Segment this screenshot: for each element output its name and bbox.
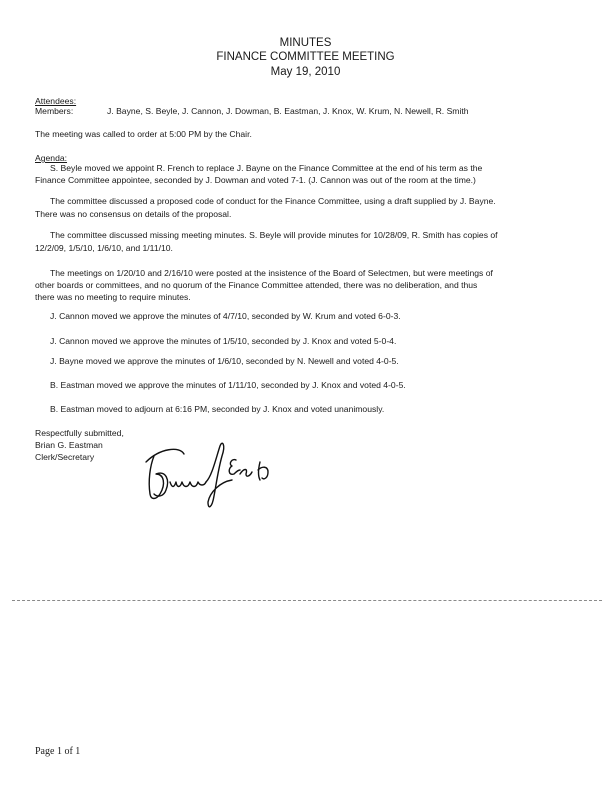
- call-to-order: The meeting was called to order at 5:00 PM by the Chair.: [35, 129, 252, 139]
- agenda-item-7: J. Bayne moved we approve the minutes of 1/6/10, seconded by N. Newell and voted 4-0-5.: [50, 356, 399, 366]
- agenda-item-3-line-1: The committee discussed missing meeting minutes. S. Beyle will provide minutes for 10/28/09, R. Smith has copies of: [50, 230, 498, 240]
- handwritten-signature: [140, 436, 290, 516]
- agenda-item-9: B. Eastman moved to adjourn at 6:16 PM, seconded by J. Knox and voted unanimously.: [50, 404, 385, 414]
- page-number: Page 1 of 1: [35, 746, 81, 757]
- members-label: Members:: [35, 106, 74, 116]
- agenda-item-2-line-2: There was no consensus on details of the proposal.: [35, 209, 232, 219]
- agenda-item-4-line-3: there was no meeting to require minutes.: [35, 292, 191, 302]
- document-subtitle: FINANCE COMMITTEE MEETING: [216, 51, 395, 63]
- closing-salutation: Respectfully submitted,: [35, 428, 124, 438]
- agenda-item-8: B. Eastman moved we approve the minutes of 1/11/10, seconded by J. Knox and voted 4-0-5.: [50, 380, 406, 390]
- agenda-item-4-line-1: The meetings on 1/20/10 and 2/16/10 were posted at the insistence of the Board of Selectmen, but were meetings of: [50, 268, 493, 278]
- signer-title: Clerk/Secretary: [35, 452, 95, 462]
- members-list: J. Bayne, S. Beyle, J. Cannon, J. Dowman, B. Eastman, J. Knox, W. Krum, N. Newell, R. Smith: [107, 106, 469, 116]
- agenda-item-5: J. Cannon moved we approve the minutes of 4/7/10, seconded by W. Krum and voted 6-0-3.: [50, 311, 401, 321]
- attendees-heading: Attendees:: [35, 96, 77, 106]
- meeting-date: May 19, 2010: [270, 66, 341, 78]
- page-divider: [12, 600, 602, 601]
- agenda-item-3-line-2: 12/2/09, 1/5/10, 1/6/10, and 1/11/10.: [35, 243, 173, 253]
- agenda-item-1-line-1: S. Beyle moved we appoint R. French to replace J. Bayne on the Finance Committee at the end of his term as the: [50, 163, 483, 173]
- agenda-item-2-line-1: The committee discussed a proposed code of conduct for the Finance Committee, using a draft supplied by J. Bayne.: [50, 196, 496, 206]
- agenda-item-1-line-2: Finance Committee appointee, seconded by J. Dowman and voted 7-1. (J. Cannon was out of the room at the time.): [35, 175, 476, 185]
- agenda-item-4-line-2: other boards or committees, and no quorum of the Finance Committee attended, there was no deliberation, and thus: [35, 280, 478, 290]
- document-title: MINUTES: [279, 37, 332, 49]
- signer-name: Brian G. Eastman: [35, 440, 103, 450]
- agenda-heading: Agenda:: [35, 153, 68, 163]
- agenda-item-6: J. Cannon moved we approve the minutes of 1/5/10, seconded by J. Knox and voted 5-0-4.: [50, 336, 397, 346]
